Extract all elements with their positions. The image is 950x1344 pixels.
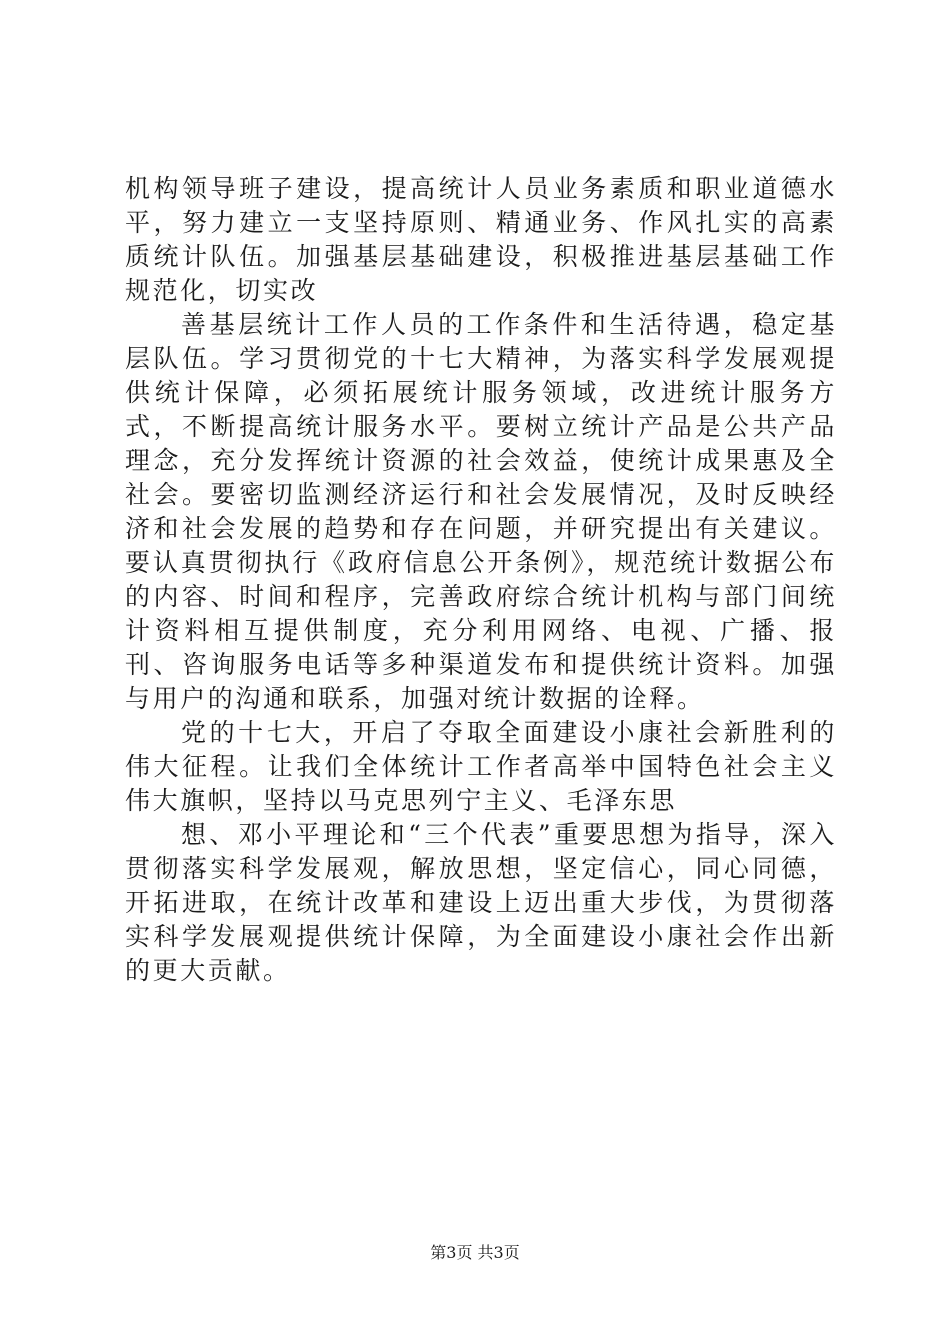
- document-body: [125, 172, 837, 988]
- paragraph-1: 机构领导班子建设，提高统计人员业务素质和职业道德水平，努力建立一支坚持原则、精通业务、作风扎实的高素质统计队伍。加强基层基础建设，积极推进基层基础工作规范化，切实改: [125, 174, 837, 305]
- paragraph-2: 善基层统计工作人员的工作条件和生活待遇，稳定基层队伍。学习贯彻党的十七大精神，为落实科学发展观提供统计保障，必须拓展统计服务领域，改进统计服务方式，不断提高统计服务水平。要树立统计产品是公共产品理念，充分发挥统计资源的社会效益，使统计成果惠及全社会。要密切监测经济运行和社会发展情况，及时反映经济和社会发展的趋势和存在问题，并研究提出有关建议。要认真贯彻执行《政府信息公开条例》，规范统计数据公布的内容、时间和程序，完善政府综合统计机构与部门间统计资料相互提供制度，充分利用网络、电视、广播、报刊、咨询服务电话等多种渠道发布和提供统计资料。加强与用户的沟通和联系，加强对统计数据的诠释。: [125, 310, 837, 713]
- paragraph-4: 想、邓小平理论和“三个代表”重要思想为指导，深入贯彻落实科学发展观，解放思想，坚定信心，同心同德，开拓进取，在统计改革和建设上迈出重大步伐，为贯彻落实科学发展观提供统计保障，为全面建设小康社会作出新的更大贡献。: [125, 820, 837, 985]
- paragraph-3: 党的十七大，开启了夺取全面建设小康社会新胜利的伟大征程。让我们全体统计工作者高举中国特色社会主义伟大旗帜，坚持以马克思列宁主义、毛泽东思: [125, 718, 837, 815]
- page-footer: 第3页 共3页: [430, 1243, 520, 1262]
